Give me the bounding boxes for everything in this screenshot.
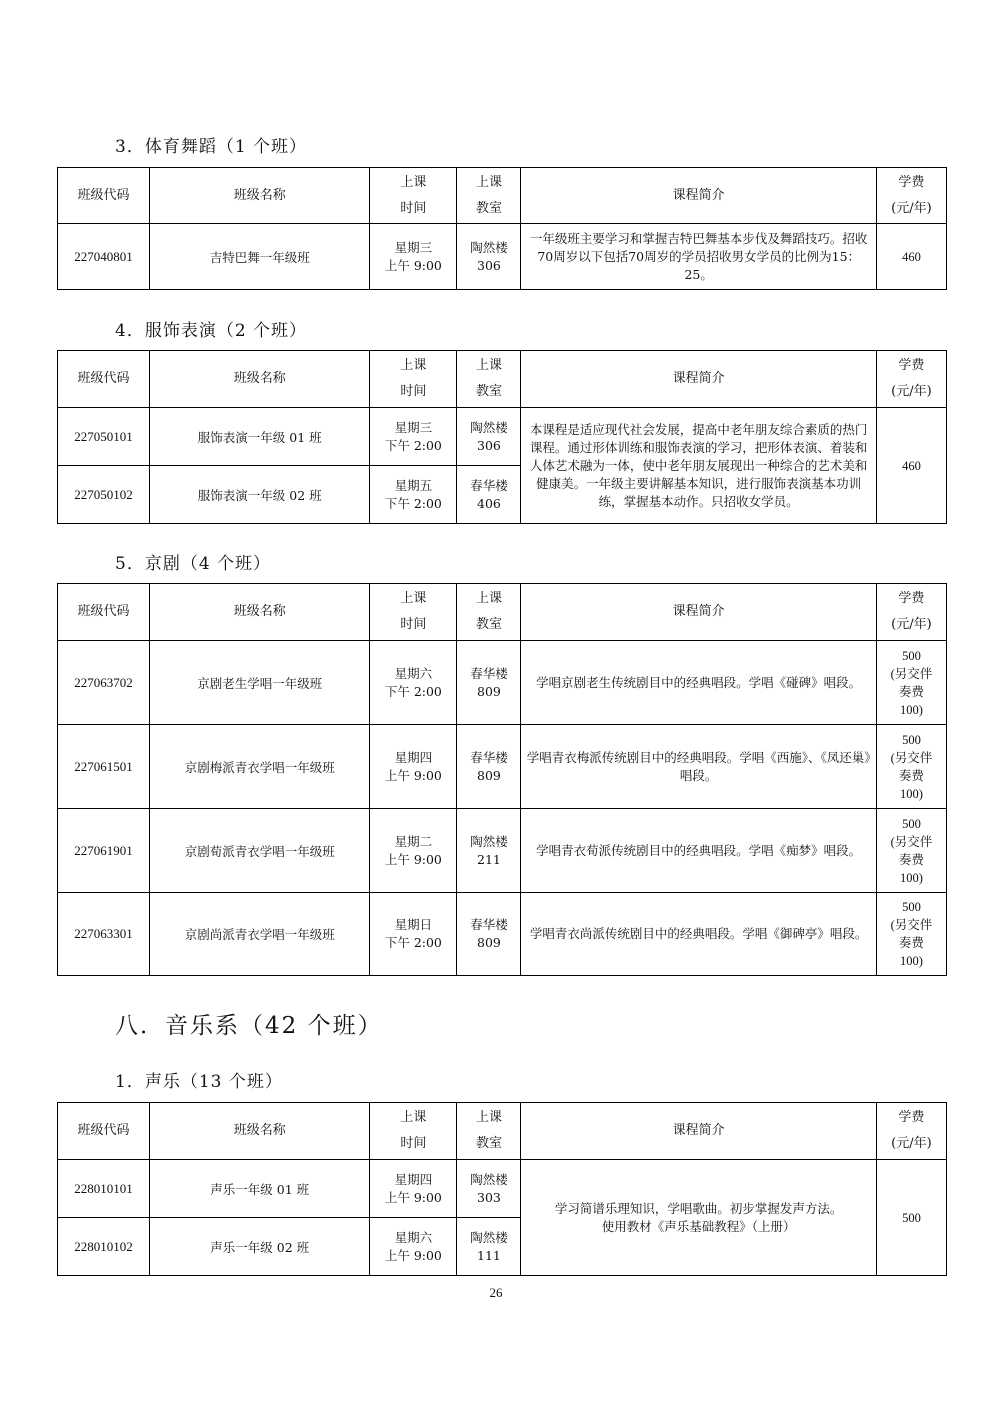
header-room: 上课 教室 [457, 168, 521, 224]
header-room: 上课 教室 [457, 584, 521, 641]
header-time: 上课 时间 [370, 584, 457, 641]
header-fee: 学费 (元/年) [876, 584, 946, 641]
class-room: 陶然楼 111 [457, 1218, 521, 1276]
department-title-music: 八．音乐系（42 个班） [115, 1013, 383, 1039]
class-time: 星期日 下午 2:00 [370, 893, 457, 976]
class-code: 227050101 [58, 408, 150, 466]
class-room: 春华楼 809 [457, 893, 521, 976]
table-dance [57, 167, 947, 290]
table-row [58, 809, 947, 893]
header-time: 上课 时间 [370, 351, 457, 408]
class-code: 227061901 [58, 809, 150, 893]
table-header-row [58, 584, 947, 641]
class-code: 227061501 [58, 725, 150, 809]
table-header-row [58, 168, 947, 224]
class-room: 陶然楼 306 [457, 224, 521, 290]
class-name: 京剧荀派青衣学唱一年级班 [150, 809, 370, 893]
header-desc: 课程简介 [521, 351, 876, 408]
class-code: 228010101 [58, 1160, 150, 1218]
page-number: 26 [489, 1285, 503, 1300]
class-desc: 学唱青衣梅派传统剧目中的经典唱段。学唱《西施》、《凤还巢》唱段。 [521, 725, 876, 809]
class-time: 星期五 下午 2:00 [370, 466, 457, 524]
table-header-row [58, 1103, 947, 1160]
class-code: 227063702 [58, 641, 150, 725]
class-room: 春华楼 809 [457, 725, 521, 809]
class-room: 陶然楼 306 [457, 408, 521, 466]
section-title-fashion: 4．服饰表演（2 个班） [115, 321, 308, 341]
class-fee: 500 (另交伴 奏费 100) [876, 809, 946, 893]
table-fashion [57, 350, 947, 524]
class-code: 227050102 [58, 466, 150, 524]
class-fee: 500 [876, 1160, 946, 1276]
class-time: 星期六 下午 2:00 [370, 641, 457, 725]
class-name: 京剧老生学唱一年级班 [150, 641, 370, 725]
class-fee: 460 [876, 408, 946, 524]
table-row [58, 1160, 947, 1218]
class-room: 陶然楼 211 [457, 809, 521, 893]
header-time: 上课 时间 [370, 1103, 457, 1160]
class-fee: 500 (另交伴 奏费 100) [876, 641, 946, 725]
header-fee: 学费 (元/年) [876, 168, 946, 224]
class-code: 228010102 [58, 1218, 150, 1276]
class-name: 吉特巴舞一年级班 [150, 224, 370, 290]
header-fee: 学费 (元/年) [876, 351, 946, 408]
class-desc: 一年级班主要学习和掌握吉特巴舞基本步伐及舞蹈技巧。招收70周岁以下包括70周岁的学员招收男女学员的比例为15：25。 [521, 224, 876, 290]
class-name: 声乐一年级 02 班 [150, 1218, 370, 1276]
header-desc: 课程简介 [521, 168, 876, 224]
class-time: 星期四 上午 9:00 [370, 1160, 457, 1218]
header-name: 班级名称 [150, 351, 370, 408]
table-row [58, 641, 947, 725]
table-row [58, 408, 947, 466]
header-desc: 课程简介 [521, 584, 876, 641]
header-desc: 课程简介 [521, 1103, 876, 1160]
header-code: 班级代码 [58, 351, 150, 408]
header-name: 班级名称 [150, 168, 370, 224]
header-name: 班级名称 [150, 584, 370, 641]
table-row [58, 893, 947, 976]
class-name: 服饰表演一年级 01 班 [150, 408, 370, 466]
class-desc: 本课程是适应现代社会发展，提高中老年朋友综合素质的热门课程。通过形体训练和服饰表演的学习，把形体表演、着装和人体艺术融为一体，使中老年朋友展现出一种综合的艺术美和健康美。一年级主要讲解基本知识，进行服饰表演基本功训练，掌握基本动作。只招收女学员。 [521, 408, 876, 524]
table-vocal [57, 1102, 947, 1276]
class-time: 星期二 上午 9:00 [370, 809, 457, 893]
class-desc: 学唱京剧老生传统剧目中的经典唱段。学唱《碰碑》唱段。 [521, 641, 876, 725]
class-fee: 460 [876, 224, 946, 290]
header-code: 班级代码 [58, 584, 150, 641]
class-fee: 500 (另交伴 奏费 100) [876, 893, 946, 976]
section-title-vocal: 1．声乐（13 个班） [115, 1072, 283, 1092]
class-fee: 500 (另交伴 奏费 100) [876, 725, 946, 809]
section-title-peking-opera: 5．京剧（4 个班） [115, 554, 272, 574]
class-room: 陶然楼 303 [457, 1160, 521, 1218]
class-code: 227063301 [58, 893, 150, 976]
class-time: 星期三 上午 9:00 [370, 224, 457, 290]
class-time: 星期三 下午 2:00 [370, 408, 457, 466]
table-row [58, 224, 947, 290]
class-desc: 学唱青衣荀派传统剧目中的经典唱段。学唱《痴梦》唱段。 [521, 809, 876, 893]
header-room: 上课 教室 [457, 351, 521, 408]
header-room: 上课 教室 [457, 1103, 521, 1160]
class-name: 声乐一年级 01 班 [150, 1160, 370, 1218]
table-row [58, 725, 947, 809]
header-code: 班级代码 [58, 168, 150, 224]
class-time: 星期四 上午 9:00 [370, 725, 457, 809]
class-name: 服饰表演一年级 02 班 [150, 466, 370, 524]
header-time: 上课 时间 [370, 168, 457, 224]
class-time: 星期六 上午 9:00 [370, 1218, 457, 1276]
table-header-row [58, 351, 947, 408]
class-desc: 学习简谱乐理知识，学唱歌曲。初步掌握发声方法。 使用教材《声乐基础教程》（上册） [521, 1160, 876, 1276]
table-peking-opera [57, 583, 947, 976]
class-name: 京剧梅派青衣学唱一年级班 [150, 725, 370, 809]
header-name: 班级名称 [150, 1103, 370, 1160]
header-fee: 学费 (元/年) [876, 1103, 946, 1160]
class-code: 227040801 [58, 224, 150, 290]
class-room: 春华楼 406 [457, 466, 521, 524]
header-code: 班级代码 [58, 1103, 150, 1160]
class-name: 京剧尚派青衣学唱一年级班 [150, 893, 370, 976]
class-room: 春华楼 809 [457, 641, 521, 725]
section-title-dance: 3．体育舞蹈（1 个班） [115, 137, 308, 157]
class-desc: 学唱青衣尚派传统剧目中的经典唱段。学唱《御碑亭》唱段。 [521, 893, 876, 976]
